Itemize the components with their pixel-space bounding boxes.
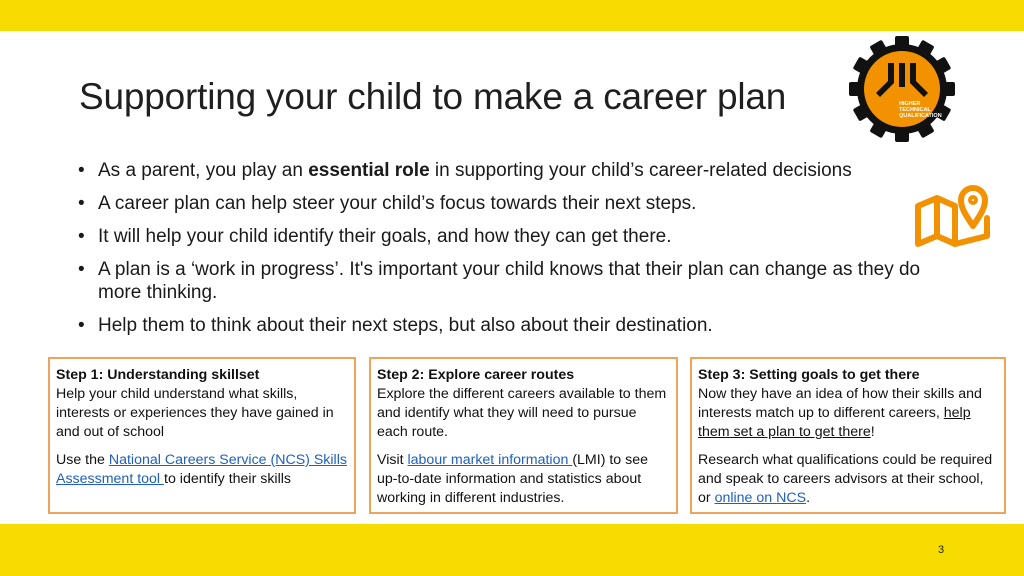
page-number: 3: [938, 544, 945, 556]
bullet-item: • Help them to think about their next steps, but also about their destination.: [76, 314, 956, 337]
step-2-heading: Step 2: Explore career routes: [377, 367, 575, 383]
bullet-item: • As a parent, you play an essential role in supporting your child’s career-related decisions: [76, 159, 956, 182]
logo-line-1: HIGHER: [899, 101, 921, 107]
slide-title: Supporting your child to make a career plan: [79, 76, 787, 117]
step-1-box: [48, 357, 356, 514]
step-2-box: [369, 357, 678, 514]
online-ncs-link[interactable]: online on NCS: [714, 490, 807, 506]
step-2-body: Explore the different careers available to them and identify what they will need to pursue each route.: [377, 386, 667, 440]
step-3-box: [690, 357, 1006, 514]
step-3-resource: Research what qualifications could be required and speak to careers advisors at their school, or online on NCS.: [698, 452, 993, 506]
top-band: [0, 0, 1024, 31]
step-3-body: Now they have an idea of how their skills and interests match up to different careers, help them set a plan to get there!: [698, 386, 982, 440]
labour-market-information-link[interactable]: labour market information: [407, 452, 573, 468]
bullet-item: • A career plan can help steer your child’s focus towards their next steps.: [76, 192, 956, 215]
logo-line-2: TECHNICAL: [899, 107, 931, 113]
bottom-band: [0, 524, 1024, 576]
ncs-skills-assessment-link[interactable]: National Careers Service (NCS) Skills Assessment tool: [56, 452, 347, 487]
step-1-heading: Step 1: Understanding skillset: [56, 367, 260, 383]
step-1-body: Help your child understand what skills, interests or experiences they have gained in and out of school: [56, 386, 334, 440]
plan-emphasis: help them set a plan to get there: [698, 405, 971, 440]
step-3-heading: Step 3: Setting goals to get there: [698, 367, 920, 383]
bullet-list: [76, 159, 956, 347]
step-1-resource: Use the National Careers Service (NCS) Skills Assessment tool to identify their skills: [56, 452, 347, 487]
step-2-resource: Visit labour market information (LMI) to see up-to-date information and statistics about working in different industries.: [377, 452, 649, 506]
bullet-item: • A plan is a ‘work in progress’. It's important your child knows that their plan can change as they do more thinking.: [76, 258, 956, 304]
bullet-item: • It will help your child identify their goals, and how they can get there.: [76, 225, 956, 248]
emphasis: essential role: [308, 160, 430, 181]
htq-logo: [849, 36, 955, 142]
logo-line-3: QUALIFICATION: [899, 113, 942, 119]
